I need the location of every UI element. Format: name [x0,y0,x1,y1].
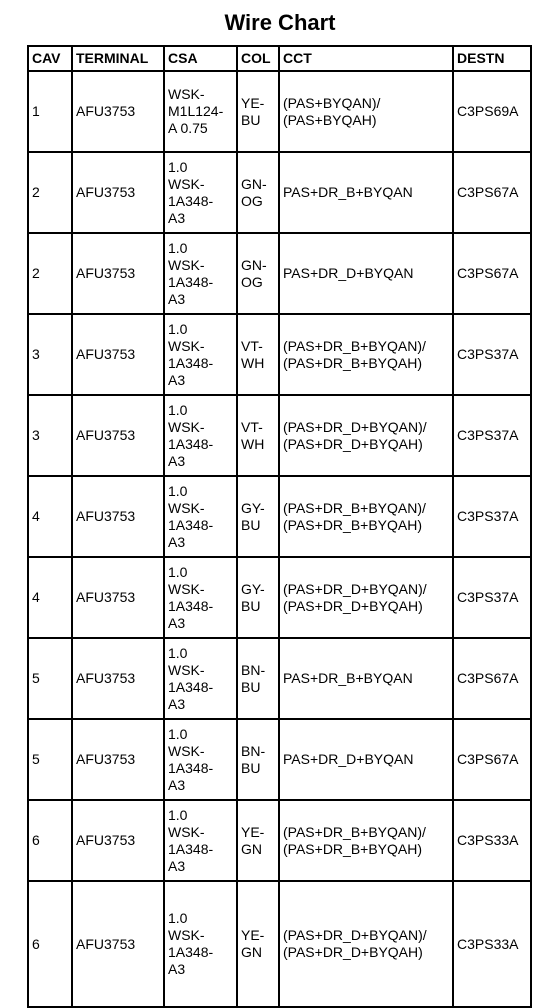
wire-chart-table [27,45,532,1008]
cell-cct: PAS+DR_B+BYQAN [279,638,453,719]
cell-cct: (PAS+BYQAN)/ (PAS+BYQAH) [279,71,453,152]
cell-csa: 1.0 WSK- 1A348- A3 [164,800,237,881]
cell-cav: 6 [28,881,72,1007]
cell-destn: C3PS67A [453,719,531,800]
table-row [28,557,531,638]
header-csa: CSA [164,46,237,71]
header-destn: DESTN [453,46,531,71]
cell-terminal: AFU3753 [72,881,164,1007]
cell-col: VT- WH [237,314,279,395]
cell-destn: C3PS33A [453,800,531,881]
cell-cct: (PAS+DR_D+BYQAN)/ (PAS+DR_D+BYQAH) [279,557,453,638]
cell-terminal: AFU3753 [72,395,164,476]
cell-terminal: AFU3753 [72,800,164,881]
cell-destn: C3PS33A [453,881,531,1007]
cell-col: GN- OG [237,233,279,314]
cell-cav: 4 [28,476,72,557]
cell-csa: 1.0 WSK- 1A348- A3 [164,152,237,233]
cell-col: GN- OG [237,152,279,233]
page-title: Wire Chart [224,10,336,35]
cell-destn: C3PS67A [453,233,531,314]
cell-destn: C3PS67A [453,638,531,719]
cell-col: BN- BU [237,638,279,719]
cell-destn: C3PS67A [453,152,531,233]
cell-terminal: AFU3753 [72,233,164,314]
cell-cav: 2 [28,233,72,314]
cell-cav: 3 [28,314,72,395]
cell-col: GY- BU [237,557,279,638]
cell-csa: 1.0 WSK- 1A348- A3 [164,233,237,314]
header-col: COL [237,46,279,71]
cell-csa: 1.0 WSK- 1A348- A3 [164,557,237,638]
cell-destn: C3PS37A [453,557,531,638]
cell-cav: 2 [28,152,72,233]
cell-cct: (PAS+DR_B+BYQAN)/ (PAS+DR_B+BYQAH) [279,476,453,557]
cell-terminal: AFU3753 [72,638,164,719]
table-row [28,638,531,719]
cell-cav: 6 [28,800,72,881]
table-row [28,395,531,476]
cell-cct: (PAS+DR_B+BYQAN)/ (PAS+DR_B+BYQAH) [279,314,453,395]
cell-destn: C3PS37A [453,314,531,395]
cell-col: YE- GN [237,800,279,881]
cell-cct: PAS+DR_D+BYQAN [279,233,453,314]
cell-col: BN- BU [237,719,279,800]
cell-csa: 1.0 WSK- 1A348- A3 [164,719,237,800]
cell-terminal: AFU3753 [72,719,164,800]
cell-terminal: AFU3753 [72,71,164,152]
cell-cct: (PAS+DR_D+BYQAN)/ (PAS+DR_D+BYQAH) [279,395,453,476]
cell-col: VT- WH [237,395,279,476]
cell-cav: 3 [28,395,72,476]
cell-csa: 1.0 WSK- 1A348- A3 [164,881,237,1007]
table-row [28,719,531,800]
header-cct: CCT [279,46,453,71]
table-row [28,152,531,233]
cell-csa: WSK- M1L124- A 0.75 [164,71,237,152]
cell-destn: C3PS37A [453,476,531,557]
cell-cct: PAS+DR_D+BYQAN [279,719,453,800]
header-terminal: TERMINAL [72,46,164,71]
table-row [28,800,531,881]
cell-col: YE- BU [237,71,279,152]
table-row [28,881,531,1007]
table-row [28,233,531,314]
cell-cav: 1 [28,71,72,152]
cell-terminal: AFU3753 [72,557,164,638]
cell-cav: 5 [28,638,72,719]
table-row [28,476,531,557]
cell-terminal: AFU3753 [72,314,164,395]
table-row [28,71,531,152]
cell-terminal: AFU3753 [72,476,164,557]
cell-cav: 5 [28,719,72,800]
cell-csa: 1.0 WSK- 1A348- A3 [164,638,237,719]
cell-cct: (PAS+DR_D+BYQAN)/ (PAS+DR_D+BYQAH) [279,881,453,1007]
cell-destn: C3PS37A [453,395,531,476]
cell-col: YE- GN [237,881,279,1007]
cell-destn: C3PS69A [453,71,531,152]
cell-col: GY- BU [237,476,279,557]
header-row [28,46,531,71]
cell-terminal: AFU3753 [72,152,164,233]
cell-cct: PAS+DR_B+BYQAN [279,152,453,233]
cell-csa: 1.0 WSK- 1A348- A3 [164,314,237,395]
cell-cav: 4 [28,557,72,638]
cell-csa: 1.0 WSK- 1A348- A3 [164,395,237,476]
cell-csa: 1.0 WSK- 1A348- A3 [164,476,237,557]
table-row [28,314,531,395]
cell-cct: (PAS+DR_B+BYQAN)/ (PAS+DR_B+BYQAH) [279,800,453,881]
header-cav: CAV [28,46,72,71]
